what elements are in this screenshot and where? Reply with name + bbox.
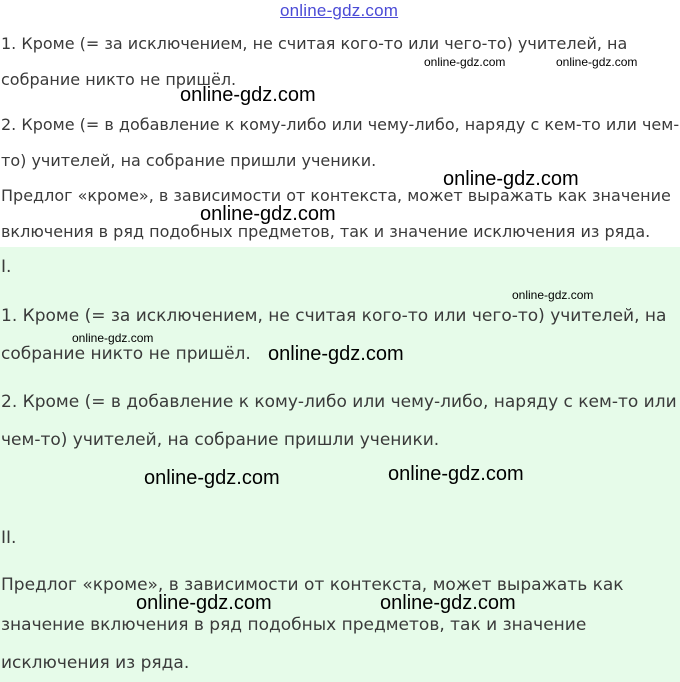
answer-section-green	[0, 247, 680, 682]
site-title-link[interactable]: online-gdz.com	[280, 1, 399, 20]
watermark: online-gdz.com	[200, 203, 336, 225]
section-1-line-1: 1. Кроме (= за исключением, не считая кого-то или чего-то) учителей, на	[1, 306, 667, 326]
top-line-3: 2. Кроме (= в добавление к кому-либо или чему-либо, наряду с кем-то или чем-	[1, 115, 680, 134]
section-2-heading: II.	[1, 528, 17, 548]
top-line-6: включения в ряд подобных предметов, так и значение исключения из ряда.	[1, 222, 651, 241]
top-line-5: Предлог «кроме», в зависимости от контекста, может выражать как значение	[1, 186, 671, 205]
section-1-line-2: собрание никто не пришёл.	[1, 344, 251, 364]
top-line-1: 1. Кроме (= за исключением, не считая кого-то или чего-то) учителей, на	[1, 34, 628, 53]
watermark: online-gdz.com	[443, 168, 579, 190]
watermark: online-gdz.com	[380, 592, 516, 614]
watermark: online-gdz.com	[72, 331, 154, 345]
section-1-line-4: чем-то) учителей, на собрание пришли ученики.	[1, 430, 440, 450]
top-answer-block	[0, 0, 680, 247]
watermark: online-gdz.com	[268, 343, 404, 365]
top-line-4: то) учителей, на собрание пришли ученики.	[1, 151, 377, 170]
watermark: online-gdz.com	[556, 55, 638, 69]
section-2-line-2: значение включения в ряд подобных предметов, так и значение	[1, 615, 587, 635]
section-1-heading: I.	[1, 257, 12, 277]
section-2-line-1: Предлог «кроме», в зависимости от контекста, может выражать как	[1, 575, 624, 595]
section-1-line-3: 2. Кроме (= в добавление к кому-либо или чему-либо, наряду с кем-то или	[1, 392, 677, 412]
watermark: online-gdz.com	[388, 463, 524, 485]
top-line-2: собрание никто не пришёл.	[1, 70, 237, 89]
section-2-line-3: исключения из ряда.	[1, 653, 190, 673]
watermark: online-gdz.com	[512, 288, 594, 302]
watermark: online-gdz.com	[144, 467, 280, 489]
watermark: online-gdz.com	[180, 84, 316, 106]
watermark: online-gdz.com	[136, 592, 272, 614]
watermark: online-gdz.com	[424, 55, 506, 69]
